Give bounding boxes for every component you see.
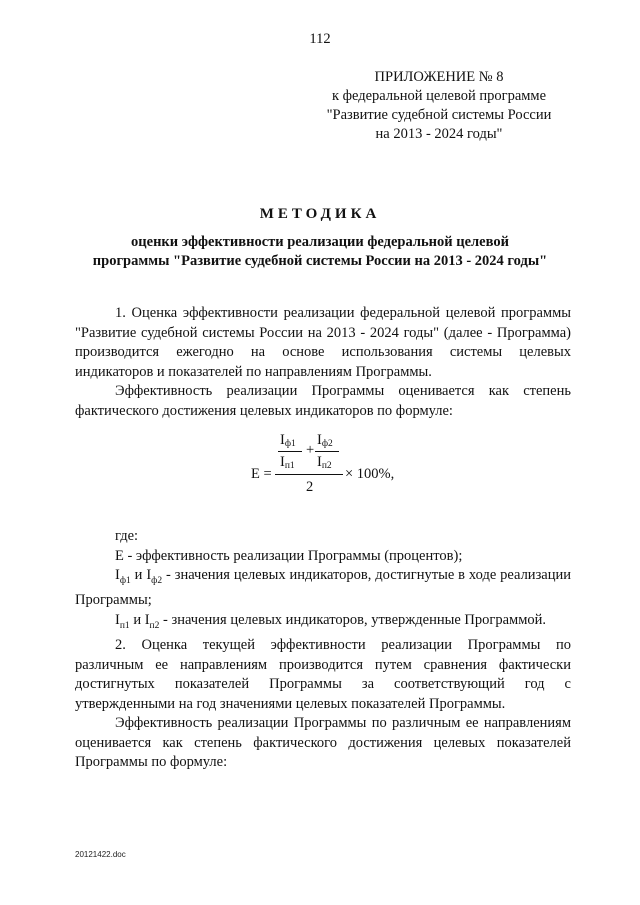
paragraph-4: Эффективность реализации Программы по различным ее направлениям оценивается как степень фактического достижения целевых показателей Программы по формуле: xyxy=(75,715,571,771)
fraction-bar-1 xyxy=(278,451,302,452)
paragraph-2: Эффективность реализации Программы оценивается как степень фактического достижения целевых индикаторов по формуле: xyxy=(75,383,571,419)
document-body xyxy=(75,304,571,773)
appendix-line-4: на 2013 - 2024 годы" xyxy=(375,126,503,142)
subtitle-line-1: оценки эффективности реализации федеральной целевой xyxy=(131,234,509,250)
appendix-title: ПРИЛОЖЕНИЕ № 8 xyxy=(374,69,504,85)
document-title: МЕТОДИКА xyxy=(259,206,381,222)
formula-denominator: 2 xyxy=(306,479,314,495)
definition-i-plan: $I_{п1}$ и $I_{п2}$ - значения целевых индикаторов, утвержденные Программой. xyxy=(115,611,546,631)
formula-num2: $I_{ф2}$ xyxy=(317,432,333,449)
fraction-bar-2 xyxy=(315,451,339,452)
definition-i-fact: $I_{ф1}$ и $I_{ф2}$ - значения целевых индикаторов, достигнутые в ходе реализации Программы; xyxy=(75,567,572,609)
subtitle-line-2: программы "Развитие судебной системы России на 2013 - 2024 годы" xyxy=(92,253,548,269)
page-number: 112 xyxy=(309,31,331,47)
formula-lhs: E = xyxy=(251,466,272,482)
formula-den1: $I_{п1}$ xyxy=(280,454,295,471)
main-fraction-bar xyxy=(275,474,343,475)
file-name-footer: 20121422.doc xyxy=(75,850,126,859)
document-subtitle xyxy=(60,233,580,271)
formula-den2: $I_{п2}$ xyxy=(317,454,332,471)
paragraph-3: 2. Оценка текущей эффективности реализации Программы по различным ее направлениям производится путем сравнения фактически достигнутых показателей Программы за соответствующий год с утвержденными на год значениями целевых показателей Программы. xyxy=(75,637,571,712)
efficiency-formula xyxy=(75,429,571,513)
formula-num1: $I_{ф1}$ xyxy=(280,432,296,449)
formula-multiplier: × 100%, xyxy=(345,466,395,482)
appendix-header xyxy=(300,68,578,144)
where-label: где: xyxy=(115,528,139,544)
formula-plus: + xyxy=(306,442,315,458)
paragraph-1: 1. Оценка эффективности реализации федеральной целевой программы "Развитие судебной системы России на 2013 - 2024 годы" (далее - Программа) производится ежегодно на основе использования системы целевых индикаторов и показателей по направлениям Программы. xyxy=(75,305,571,380)
appendix-line-2: к федеральной целевой программе xyxy=(331,88,547,104)
appendix-line-3: "Развитие судебной системы России xyxy=(326,107,552,123)
definition-e: Е - эффективность реализации Программы (процентов); xyxy=(115,547,463,564)
